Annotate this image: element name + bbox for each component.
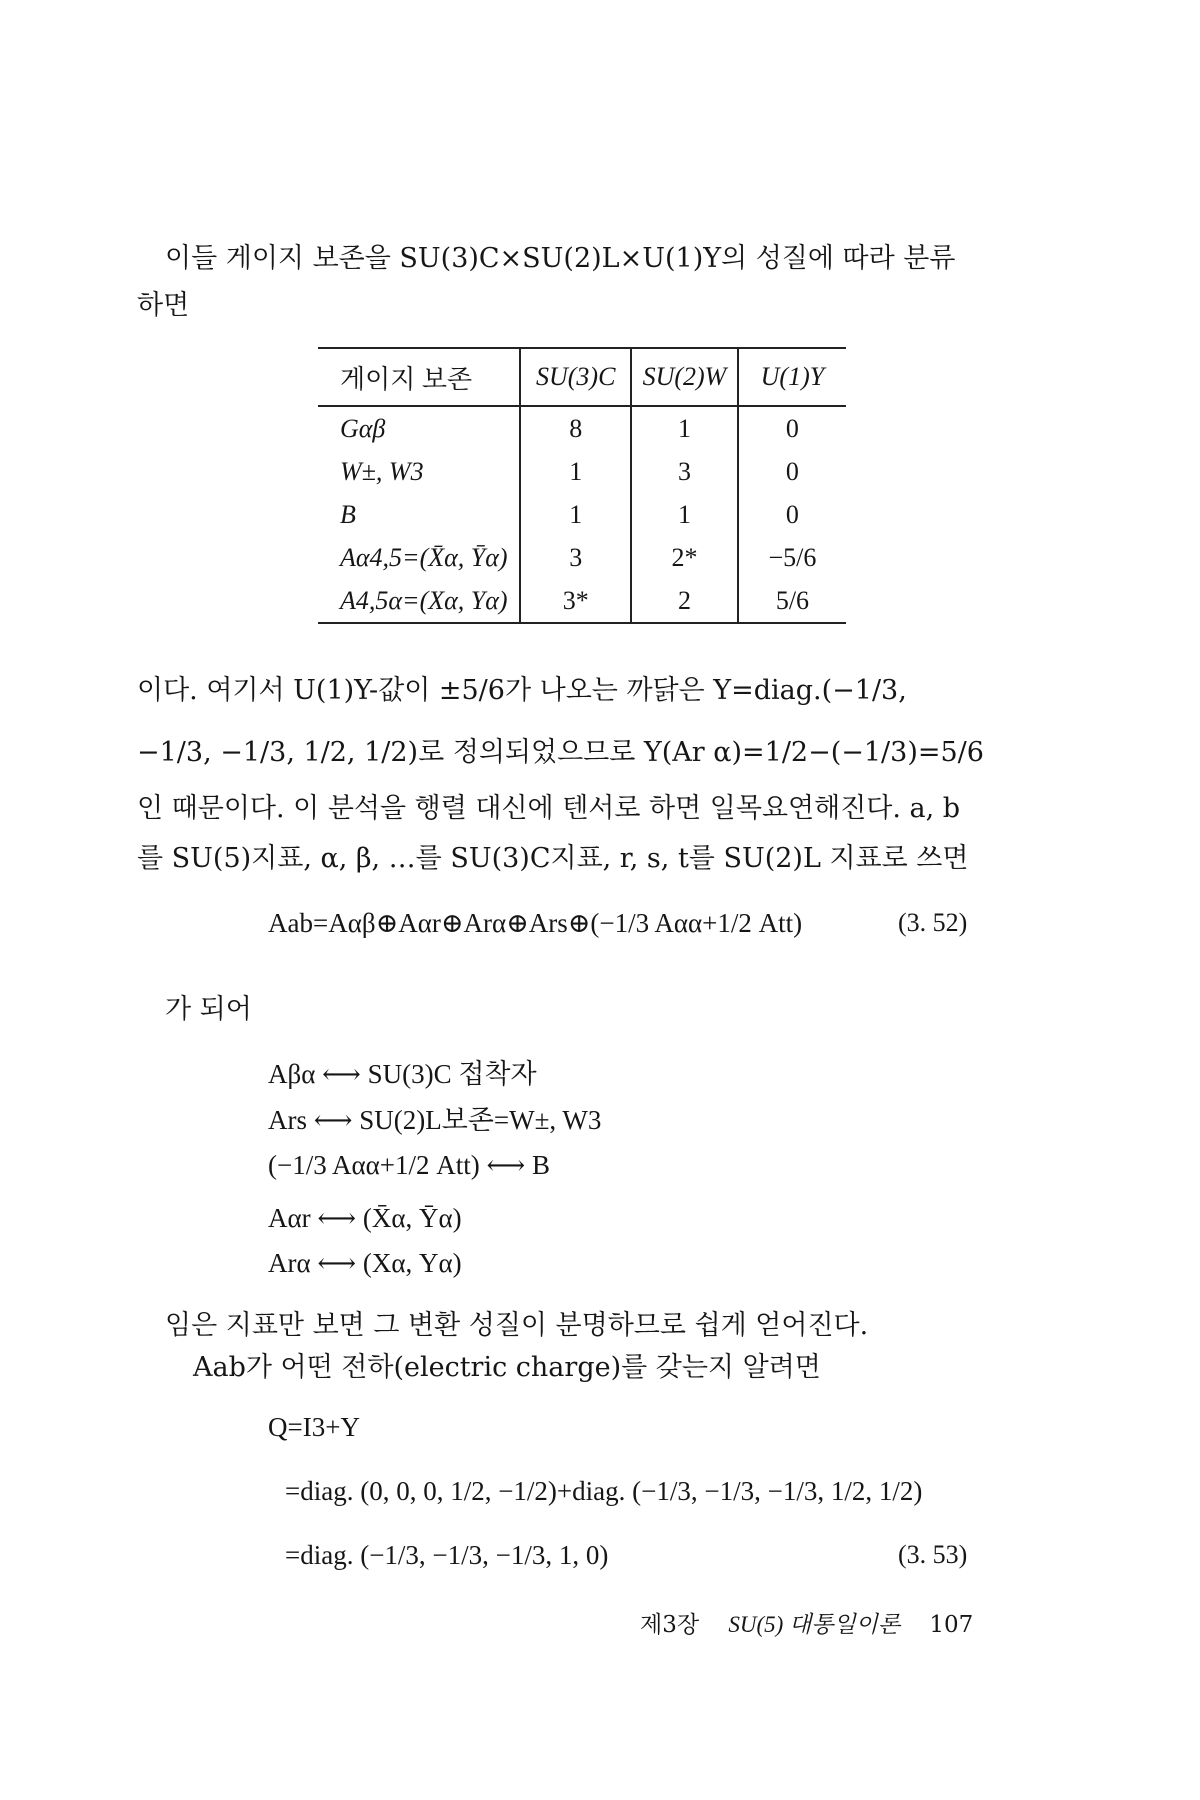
para1-line-3: 인 때문이다. 이 분석을 행렬 대신에 텐서로 하면 일목요연해진다. a, b [137,793,961,824]
correspondence-b-boson: (−1/3 Aαα+1/2 Att) ⟷ B [268,1150,550,1180]
row-label: B [340,499,356,529]
row-su2: 2 [631,579,738,623]
correspondence-gluon: Aβα ⟷ SU(3)C 접착자 [268,1059,537,1089]
row-su2: 1 [631,406,738,450]
correspondence-xy-bar: Aαr ⟷ (X̄α, Ȳα) [268,1203,462,1233]
equation-number-3-53: (3. 53) [898,1540,968,1569]
table-row [318,493,846,536]
row-label: A4,5α=(Xα, Yα) [318,579,520,623]
running-footer [640,1606,973,1639]
row-u1: −5/6 [738,536,846,579]
row-su2: 2* [631,536,738,579]
row-su3: 3* [520,579,631,623]
row-u1: 0 [738,493,846,536]
equation-number-3-52: (3. 52) [898,908,968,937]
row-label: Aα4,5=(X̄α, Ȳα) [340,542,508,572]
para1-line-4: 를 SU(5)지표, α, β, …를 SU(3)C지표, r, s, t를 SU(2)L 지표로 쓰면 [137,843,969,874]
equation-3-53-line-2: =diag. (0, 0, 0, 1/2, −1/2)+diag. (−1/3, −1/3, −1/3, 1/2, 1/2) [285,1476,923,1506]
row-label: Gαβ [340,413,386,443]
row-su3: 1 [520,450,631,493]
table-row [318,536,846,579]
para1-line-2: −1/3, −1/3, 1/2, 1/2)로 정의되었으므로 Y(Ar α)=1/2−(−1/3)=5/6 [137,737,984,768]
footer-title: SU(5) 대통일이론 [728,1612,901,1637]
intro-line-1: 이들 게이지 보존을 SU(3)C×SU(2)L×U(1)Y의 성질에 따라 분류 [165,243,956,274]
correspondence-xy: Arα ⟷ (Xα, Yα) [268,1248,462,1278]
row-u1: 5/6 [738,579,846,623]
equation-3-52: Aab=Aαβ⊕Aαr⊕Arα⊕Ars⊕(−1/3 Aαα+1/2 Att) [268,908,803,938]
footer-chapter: 제3장 [640,1612,700,1638]
table-row [318,450,846,493]
row-u1: 0 [738,450,846,493]
table-header-u1: U(1)Y [738,348,846,406]
row-u1: 0 [738,406,846,450]
row-su2: 1 [631,493,738,536]
equation-3-53-line-1: Q=I3+Y [268,1412,360,1442]
row-su2: 3 [631,450,738,493]
para1-line-1: 이다. 여기서 U(1)Y-값이 ±5/6가 나오는 까닭은 Y=diag.(−1/3, [137,675,907,706]
para2: 가 되어 [165,994,252,1025]
equation-3-53-line-3: =diag. (−1/3, −1/3, −1/3, 1, 0) [285,1540,609,1570]
table-header-boson: 게이지 보존 [318,348,520,406]
correspondence-w-boson: Ars ⟷ SU(2)L보존=W±, W3 [268,1105,602,1135]
row-label: W±, W3 [340,456,424,486]
table-row [318,579,846,623]
row-su3: 1 [520,493,631,536]
gauge-boson-table [318,347,846,624]
para3-line-1: 임은 지표만 보면 그 변환 성질이 분명하므로 쉽게 얻어진다. [165,1310,869,1341]
row-su3: 3 [520,536,631,579]
table-row [318,406,846,450]
intro-line-2: 하면 [137,290,190,321]
row-su3: 8 [520,406,631,450]
page-number: 107 [929,1612,974,1638]
para3-line-2: Aab가 어떤 전하(electric charge)를 갖는지 알려면 [193,1352,821,1383]
table-header-su3: SU(3)C [520,348,631,406]
table-header-su2: SU(2)W [631,348,738,406]
